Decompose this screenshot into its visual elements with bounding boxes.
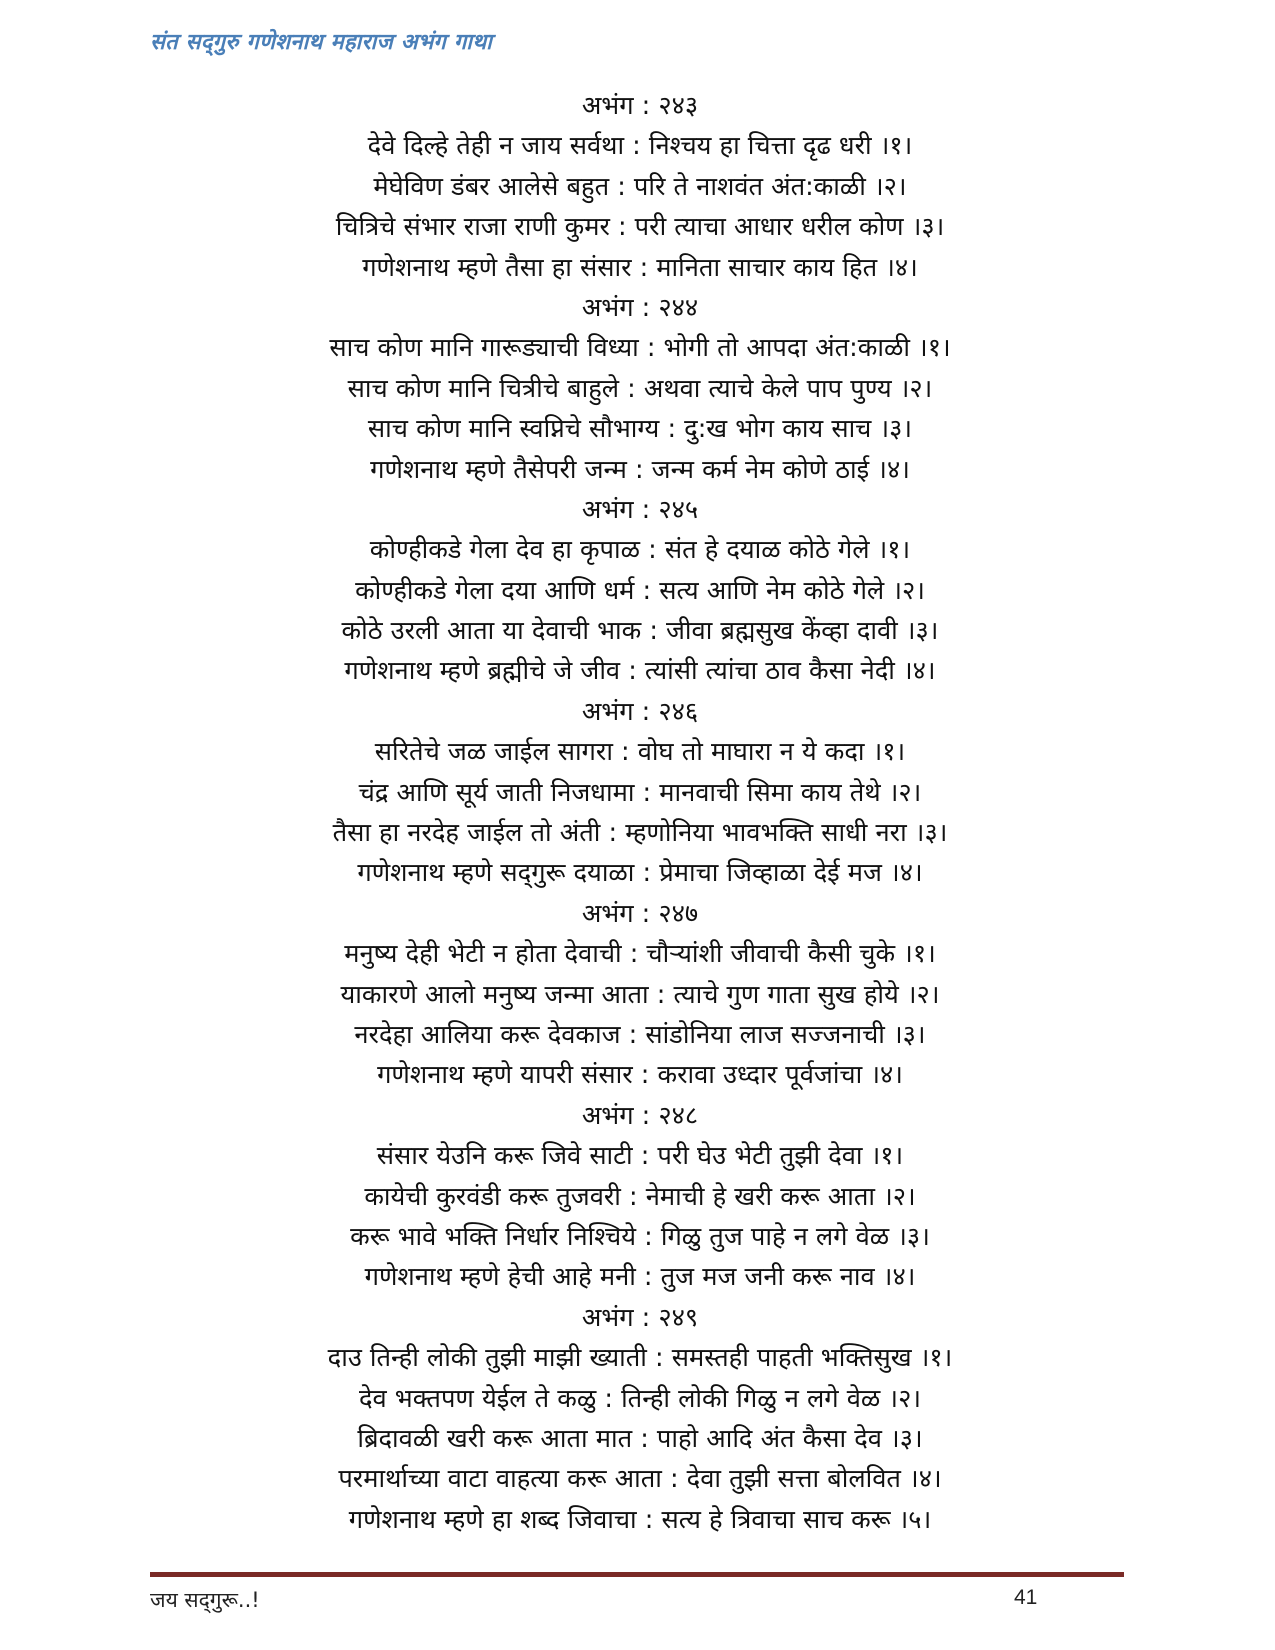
abhang-heading: अभंग : २४५	[581, 494, 699, 525]
verse-line: कोण्हीकडे गेला दया आणि धर्म : सत्य आणि नेम कोठे गेले ।२।	[355, 575, 925, 606]
verse-line: साच कोण मानि स्वप्निचे सौभाग्य : दु:ख भोग काय साच ।३।	[367, 414, 913, 445]
abhang-247	[140, 894, 1140, 1096]
page-number: 41	[1014, 1586, 1038, 1609]
verse-line: गणेशनाथ म्हणे हेची आहे मनी : तुज मज जनी करू नाव ।४।	[364, 1262, 916, 1293]
verse-line: गणेशनाथ म्हणे सद्‌गुरू दयाळा : प्रेमाचा जिव्हाळा देई मज ।४।	[357, 858, 923, 889]
verse-line: संसार येउनि करू जिवे साटी : परी घेउ भेटी तुझी देवा ।१।	[376, 1141, 904, 1172]
verse-line: चित्रिचे संभार राजा राणी कुमर : परी त्याचा आधार धरील कोण ।३।	[335, 212, 945, 243]
abhang-heading: अभंग : २४७	[581, 898, 699, 929]
abhang-heading: अभंग : २४८	[581, 1100, 699, 1131]
abhang-heading: अभंग : २४९	[581, 1302, 699, 1333]
verse-line: कोठे उरली आता या देवाची भाक : जीवा ब्रह्मसुख केंव्हा दावी ।३।	[341, 616, 939, 647]
abhang-heading: अभंग : २४३	[581, 91, 699, 121]
abhang-246	[140, 692, 1140, 894]
verse-line: करू भावे भक्ति निर्धार निश्चिये : गिळु तुज पाहे न लगे वेळ ।३।	[350, 1221, 930, 1252]
verse-line: ब्रिदावळी खरी करू आता मात : पाहो आदि अंत कैसा देव ।३।	[357, 1423, 923, 1454]
verse-line: देवे दिल्हे तेही न जाय सर्वथा : निश्चय हा चित्ता दृढ धरी ।१।	[367, 131, 913, 162]
abhang-243	[140, 86, 1140, 288]
verse-line: मेघेविण डंबर आलेसे बहुत : परि ते नाशवंत अंत:काळी ।२।	[373, 171, 907, 202]
abhang-list	[140, 86, 1140, 1540]
footer-rule	[150, 1572, 1124, 1577]
abhang-249	[140, 1298, 1140, 1540]
verse-line: नरदेहा आलिया करू देवकाज : सांडोनिया लाज सज्जनाची ।३।	[354, 1019, 926, 1050]
verse-line: साच कोण मानि चित्रीचे बाहुले : अथवा त्याचे केले पाप पुण्य ।२।	[347, 373, 933, 404]
verse-line: दाउ तिन्ही लोकी तुझी माझी ख्याती : समस्तही पाहती भक्तिसुख ।१।	[327, 1343, 953, 1374]
verse-line: गणेशनाथ म्हणे तैसेपरी जन्म : जन्म कर्म नेम कोणे ठाई ।४।	[370, 454, 910, 485]
abhang-heading: अभंग : २४४	[581, 292, 699, 323]
abhang-248	[140, 1096, 1140, 1298]
verse-line: सरितेचे जळ जाईल सागरा : वोघ तो माघारा न ये कदा ।१।	[374, 737, 906, 768]
abhang-244	[140, 288, 1140, 490]
verse-line: गणेशनाथ म्हणे यापरी संसार : करावा उध्दार पूर्वजांचा ।४।	[377, 1060, 903, 1091]
abhang-heading: अभंग : २४६	[581, 696, 699, 727]
verse-line: याकारणे आलो मनुष्य जन्मा आता : त्याचे गुण गाता सुख होये ।२।	[340, 979, 940, 1010]
verse-line: परमार्थाच्या वाटा वाहत्या करू आता : देवा तुझी सत्ता बोलवित ।४।	[338, 1464, 942, 1495]
verse-line: तैसा हा नरदेह जाईल तो अंती : म्हणोनिया भावभक्ति साधी नरा ।३।	[332, 818, 948, 849]
page-header-title: संत सद्‌गुरु गणेशनाथ महाराज अभंग गाथा	[150, 30, 493, 55]
verse-line: गणेशनाथ म्हणे हा शब्द जिवाचा : सत्य हे त्रिवाचा साच करू ।५।	[348, 1504, 932, 1535]
verse-line: साच कोण मानि गारूड्याची विध्या : भोगी तो आपदा अंत:काळी ।१।	[329, 333, 951, 364]
verse-line: कोण्हीकडे गेला देव हा कृपाळ : संत हे दयाळ कोठे गेले ।१।	[369, 535, 911, 566]
verse-line: देव भक्तपण येईल ते कळु : तिन्ही लोकी गिळु न लगे वेळ ।२।	[358, 1383, 921, 1414]
verse-line: चंद्र आणि सूर्य जाती निजधामा : मानवाची सिमा काय तेथे ।२।	[358, 777, 922, 808]
verse-line: कायेची कुरवंडी करू तुजवरी : नेमाची हे खरी करू आता ।२।	[364, 1181, 916, 1212]
abhang-245	[140, 490, 1140, 692]
footer-tagline: जय सद्‌गुरू..!	[150, 1588, 260, 1612]
verse-line: मनुष्य देही भेटी न होता देवाची : चौऱ्यांशी जीवाची कैसी चुके ।१।	[344, 939, 936, 970]
verse-line: गणेशनाथ म्हणे तैसा हा संसार : मानिता साचार काय हित ।४।	[362, 252, 918, 283]
verse-line: गणेशनाथ म्हणे ब्रह्मीचे जे जीव : त्यांसी त्यांचा ठाव कैसा नेदी ।४।	[344, 656, 936, 687]
